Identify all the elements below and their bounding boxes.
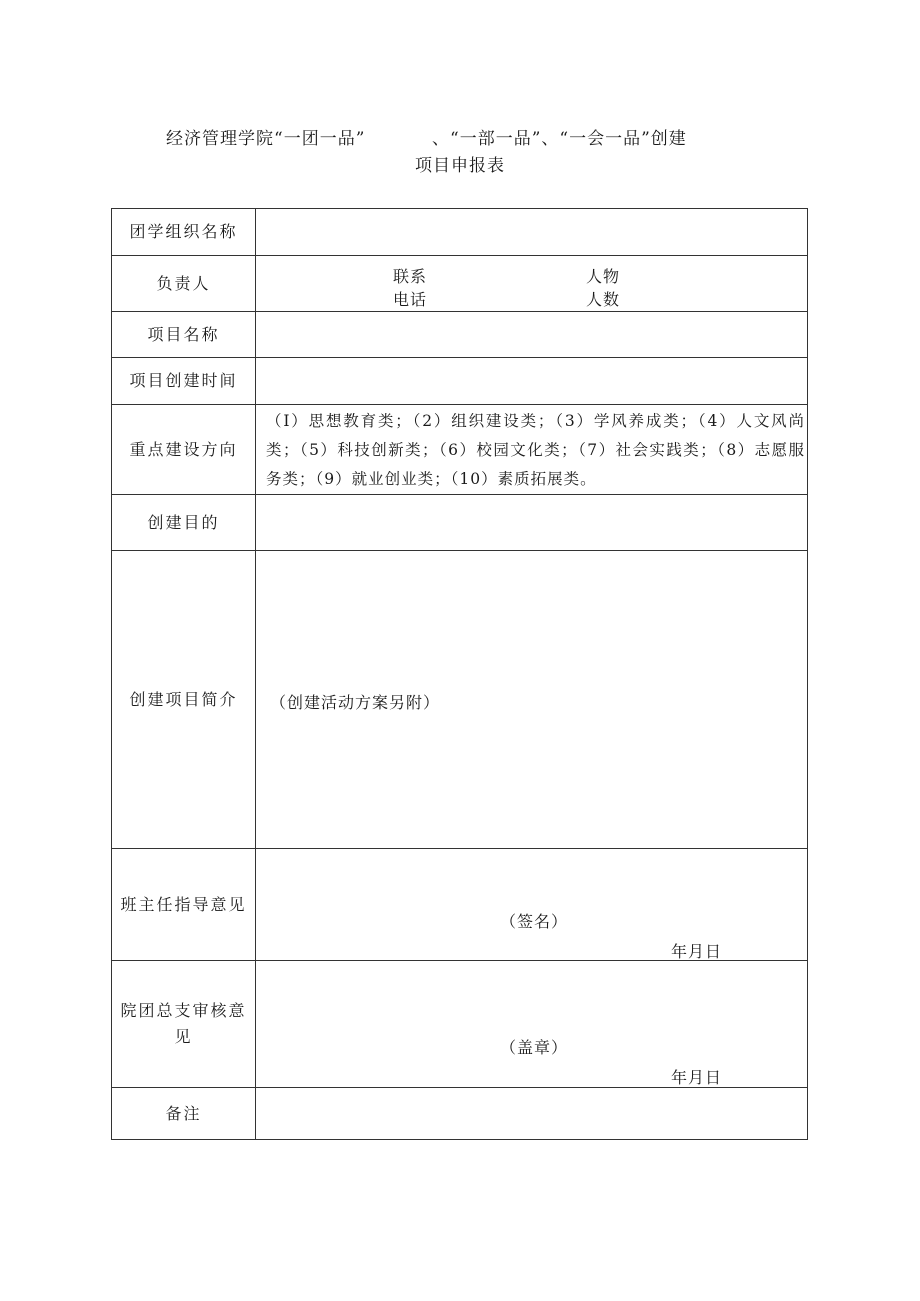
title-part-2: 、“一部一品”、“一会一品”创建 — [432, 129, 687, 149]
direction-field[interactable] — [256, 405, 808, 495]
intro-label: 创建项目简介 — [112, 551, 256, 849]
college-opinion-label: 院团总支审核意见 — [112, 961, 256, 1088]
row-teacher-opinion — [112, 849, 808, 961]
row-org-name — [112, 209, 808, 256]
intro-note: （创建活动方案另附） — [270, 693, 441, 712]
leader-label: 负责人 — [112, 256, 256, 312]
project-time-field[interactable] — [256, 358, 808, 405]
row-intro — [112, 551, 808, 849]
row-project-time — [112, 358, 808, 405]
row-remarks — [112, 1088, 808, 1140]
org-name-field[interactable] — [256, 209, 808, 256]
direction-options-text: （I）思想教育类；（2）组织建设类；（3）学风养成类；（4）人文风尚类；（5）科技创新类；（6）校园文化类；（7）社会实践类；（8）志愿服务类；（9）就业创业类；（10）素质拓展类。 — [266, 412, 805, 488]
row-direction — [112, 405, 808, 495]
form-title-line-2: 项目申报表 — [415, 156, 505, 176]
project-name-field[interactable] — [256, 312, 808, 358]
row-college-opinion — [112, 961, 808, 1088]
row-leader — [112, 256, 808, 312]
college-stamp-label: （盖章） — [500, 1038, 569, 1057]
teacher-opinion-label: 班主任指导意见 — [112, 849, 256, 961]
teacher-sign-label: （签名） — [500, 912, 569, 931]
people-label-1: 人物 — [586, 267, 621, 286]
row-purpose — [112, 495, 808, 551]
college-date-label: 年月日 — [671, 1068, 723, 1087]
people-label-2: 人数 — [586, 290, 621, 309]
teacher-date-label: 年月日 — [671, 942, 723, 961]
application-form-table — [111, 208, 808, 1140]
form-title-line-1 — [0, 124, 920, 148]
project-name-label: 项目名称 — [112, 312, 256, 358]
college-opinion-field[interactable] — [256, 961, 808, 1088]
leader-field[interactable] — [256, 256, 808, 312]
purpose-field[interactable] — [256, 495, 808, 551]
remarks-field[interactable] — [256, 1088, 808, 1140]
contact-label-2: 电话 — [393, 290, 428, 309]
intro-field[interactable] — [256, 551, 808, 849]
contact-label-1: 联系 — [393, 267, 428, 286]
org-name-label: 团学组织名称 — [112, 209, 256, 256]
remarks-label: 备注 — [112, 1088, 256, 1140]
project-time-label: 项目创建时间 — [112, 358, 256, 405]
purpose-label: 创建目的 — [112, 495, 256, 551]
title-part-1: 经济管理学院“一团一品” — [166, 129, 366, 149]
teacher-opinion-field[interactable] — [256, 849, 808, 961]
row-project-name — [112, 312, 808, 358]
direction-label: 重点建设方向 — [112, 405, 256, 495]
